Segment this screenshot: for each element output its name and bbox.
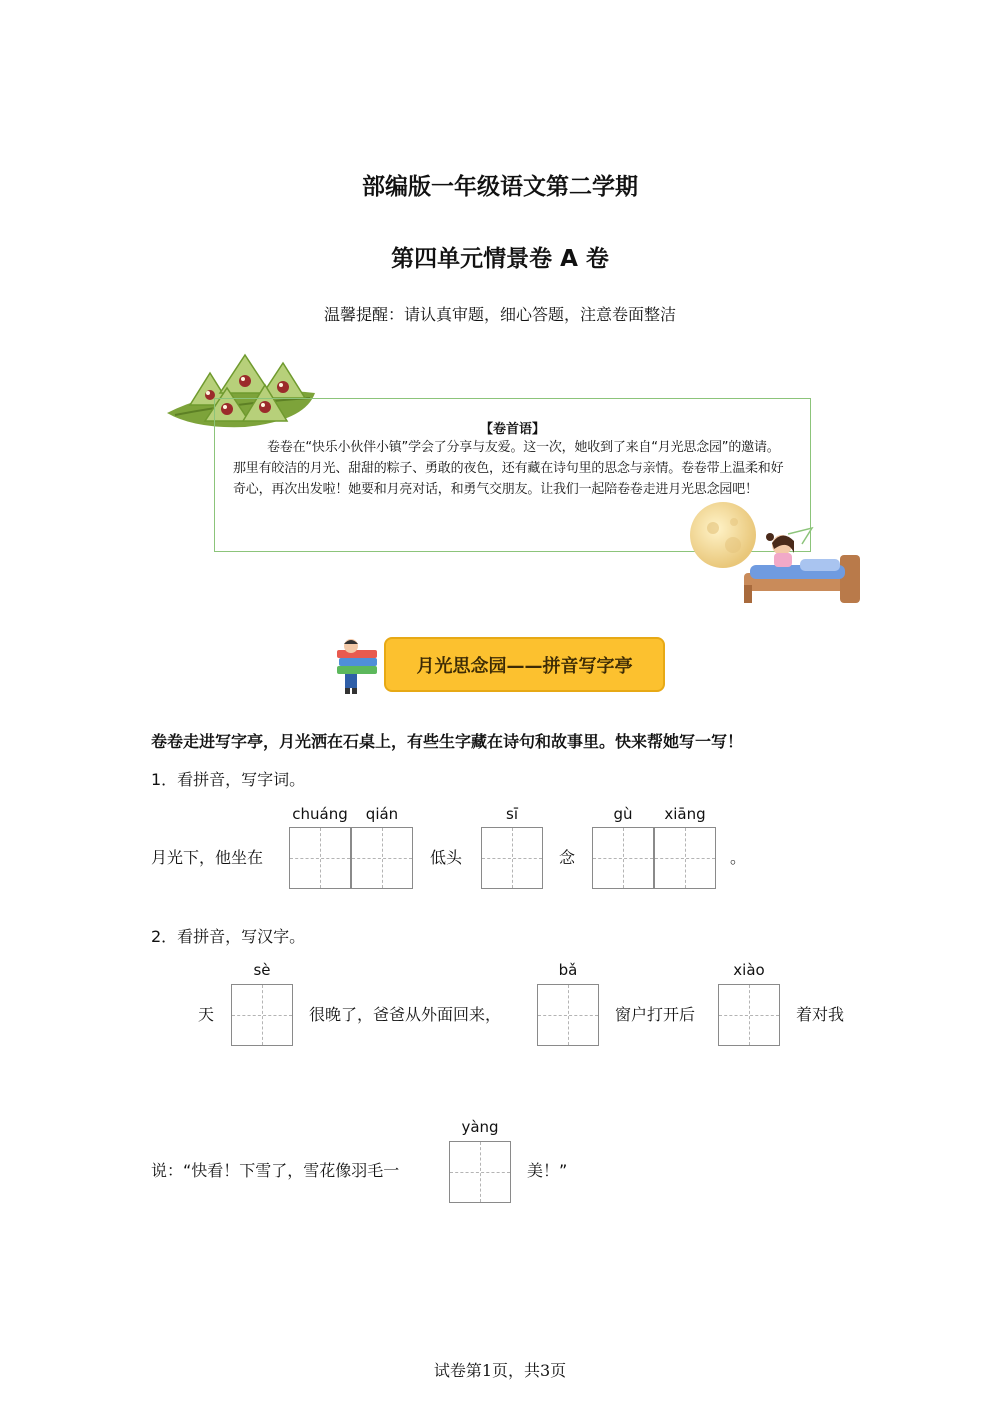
sentence-text: 窗户打开后 — [615, 1005, 696, 1024]
writing-grid-box[interactable] — [654, 827, 716, 889]
page-footer: 试卷第1页，共3页 — [433, 1361, 567, 1380]
writing-grid-box[interactable] — [481, 827, 543, 889]
pinyin-label: yàng — [461, 1118, 499, 1136]
question-1-title: 1．看拼音，写字词。 — [151, 770, 306, 789]
pinyin-label: bǎ — [558, 961, 578, 979]
intro-body: 卷卷在“快乐小伙伴小镇”学会了分享与友爱。这一次，她收到了来自“月光思念园”的邀请。那里有皎洁的月光、甜甜的粽子、勇敢的夜色，还有藏在诗句里的思念与亲情。卷卷带上温柔和好奇心，再次出发啦！她要和月亮对话，和勇气交朋友。让我们一起陪卷卷走进月光思念园吧！ — [233, 440, 784, 497]
writing-grid-box[interactable] — [449, 1141, 511, 1203]
pinyin-label: chuáng — [292, 805, 348, 823]
girl-bed-icon — [740, 525, 865, 607]
page-subtitle: 第四单元情景卷 A 卷 — [391, 246, 609, 272]
page-title: 部编版一年级语文第二学期 — [362, 174, 638, 200]
pinyin-label: qián — [365, 805, 399, 823]
writing-grid-box[interactable] — [231, 984, 293, 1046]
writing-grid-box[interactable] — [537, 984, 599, 1046]
intro-heading: 【卷首语】 — [479, 422, 545, 437]
section-instruction: 卷卷走进写字亭，月光洒在石桌上，有些生字藏在诗句和故事里。快来帮她写一写！ — [151, 732, 744, 751]
reminder-text: 温馨提醒：请认真审题，细心答题，注意卷面整洁 — [323, 305, 676, 324]
writing-grid-box[interactable] — [289, 827, 351, 889]
pinyin-label: xiào — [733, 961, 765, 979]
sentence-text: 很晚了，爸爸从外面回来， — [309, 1005, 502, 1024]
sentence-text: 月光下，他坐在 — [151, 848, 264, 867]
pinyin-label: gù — [613, 805, 633, 823]
writing-grid-box[interactable] — [351, 827, 413, 889]
sentence-text: 美！” — [527, 1161, 568, 1180]
writing-grid-box[interactable] — [592, 827, 654, 889]
books-kid-icon — [333, 636, 383, 696]
section-banner: 月光思念园——拼音写字亭 — [384, 637, 665, 692]
pinyin-label: sè — [253, 961, 271, 979]
sentence-text: 低头 — [430, 848, 463, 867]
pinyin-label: xiāng — [664, 805, 706, 823]
sentence-text: 。 — [730, 848, 747, 867]
sentence-text: 着对我 — [796, 1005, 845, 1024]
sentence-text: 天 — [198, 1005, 215, 1024]
sentence-text: 念 — [559, 848, 576, 867]
pinyin-label: sī — [506, 805, 518, 823]
sentence-text: 说：“快看！下雪了，雪花像羽毛一 — [151, 1161, 400, 1180]
question-2-title: 2．看拼音，写汉字。 — [151, 927, 306, 946]
writing-grid-box[interactable] — [718, 984, 780, 1046]
